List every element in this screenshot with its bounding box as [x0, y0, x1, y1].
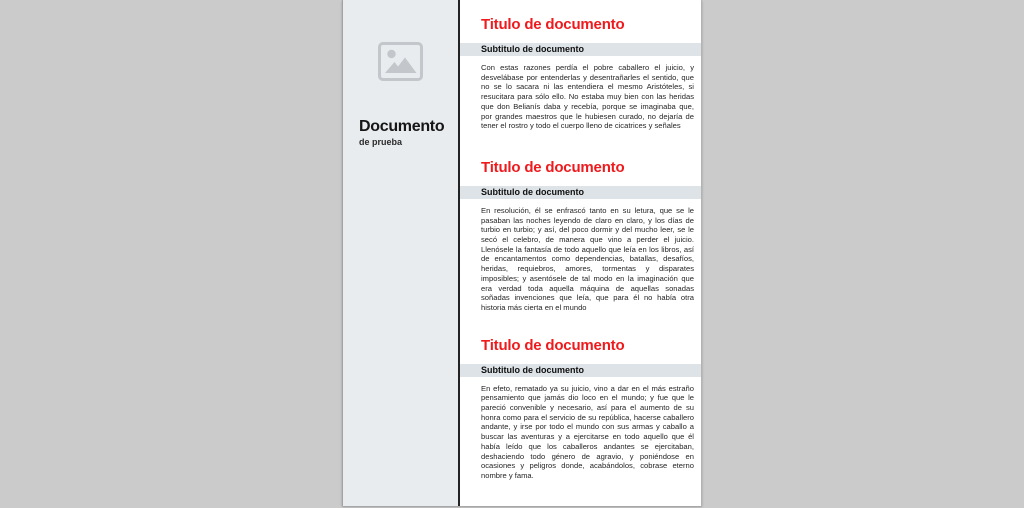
section-subtitle: Subtitulo de documento — [481, 44, 584, 54]
section-title: Titulo de documento — [481, 16, 625, 33]
section-3 — [481, 337, 694, 481]
document-subtitle: de prueba — [359, 137, 403, 147]
section-body-text: Con estas razones perdía el pobre caballero el juicio, y desvelábase por entenderlas y desentrañarles el sentido, que no se lo sacara ni las entendiera el mesmo Aristóteles, si resucitara para sólo ello. No estaba muy bien con las heridas que don Belianís daba y recebía, porque se imaginaba que, por grandes maestros que le hubiesen curado, no dejaría de tener el rostro y todo el cuerpo lleno de cicatrices y señales — [481, 63, 694, 131]
section-subtitle: Subtitulo de documento — [481, 364, 584, 375]
document-sidebar — [343, 0, 460, 506]
section-1 — [481, 0, 694, 131]
section-subtitle: Subtitulo de documento — [481, 186, 584, 197]
document-title: Documento — [359, 118, 445, 135]
section-title: Titulo de documento — [481, 158, 625, 176]
section-body-text: En efeto, rematado ya su juicio, vino a dar en el más estraño pensamiento que jamás dio loco en el mundo; y fue que le pareció convenible y necesario, así para el aumento de su honra como para el servicio de su república, hacerse caballero andante, y irse por todo el mundo con sus armas y caballo a buscar las aventuras y a ejercitarse en todo aquello que él había leído que los caballeros andantes se ejercitaban, deshaciendo todo género de agravio, y poniéndose en ocasiones y peligros donde, acabándolos, cobrase eterno nombre y fama. — [481, 383, 694, 480]
section-body-text: En resolución, él se enfrascó tanto en su letura, que se le pasaban las noches leyendo de claro en claro, y los días de turbio en turbio; y así, del poco dormir y del mucho leer, se le secó el celebro, de manera que vino a perder el juicio. Llenósele la fantasía de todo aquello que leía en los libros, así de encantamentos como dependencias, batallas, desafíos, heridas, requiebros, amores, tormentas y disparates imposibles; y asentósele de tal modo en la imaginación que era verdad toda aquella máquina de aquellas sonadas soñadas invenciones que leía, que para él no había otra historia más cierta en el mundo — [481, 205, 694, 312]
section-title: Titulo de documento — [481, 336, 625, 354]
section-subtitle-band — [460, 43, 701, 56]
section-subtitle-band — [460, 186, 701, 199]
section-2 — [481, 159, 694, 313]
document-page — [342, 0, 702, 506]
document-content — [460, 0, 701, 506]
section-subtitle-band — [460, 364, 701, 377]
image-placeholder-icon — [378, 42, 423, 81]
